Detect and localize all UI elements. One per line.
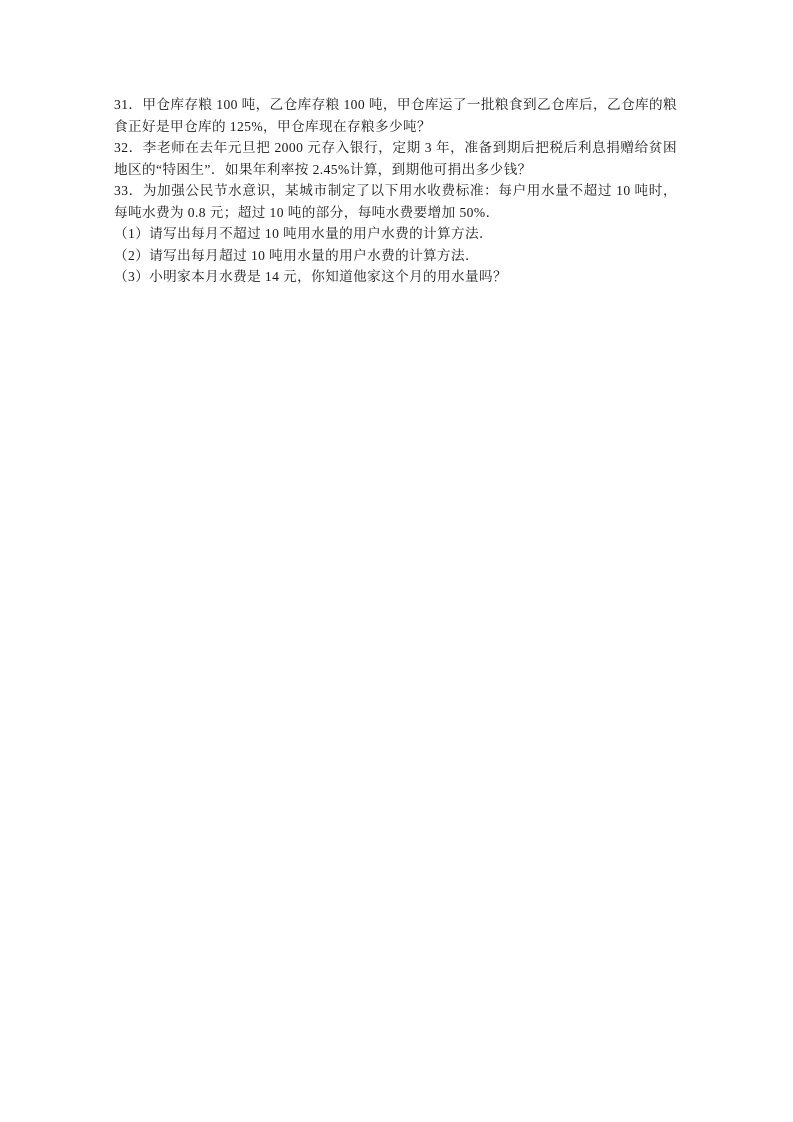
text-line: （3）小明家本月水费是 14 元，你知道他家这个月的用水量吗？ xyxy=(114,269,508,284)
text-line: 地区的“特困生”．如果年利率按 2.45%计算，到期他可捐出多少钱？ xyxy=(114,161,532,177)
worksheet-text-block xyxy=(114,94,677,288)
text-line: 32．李老师在去年元旦把 2000 元存入银行，定期 3 年，准备到期后把税后利息捐赠给贫困 xyxy=(114,140,677,155)
text-line: 33．为加强公民节水意识，某城市制定了以下用水收费标准：每户用水量不超过 10 吨时， xyxy=(114,183,677,198)
text-line: （1）请写出每月不超过 10 吨用水量的用户水费的计算方法． xyxy=(114,226,494,241)
text-line: 食正好是甲仓库的 125%，甲仓库现在存粮多少吨？ xyxy=(114,118,431,134)
text-line: （2）请写出每月超过 10 吨用水量的用户水费的计算方法． xyxy=(114,247,480,263)
text-line: 31．甲仓库存粮 100 吨，乙仓库存粮 100 吨，甲仓库运了一批粮食到乙仓库后，乙仓库的粮 xyxy=(114,97,677,112)
text-line: 每吨水费为 0.8 元；超过 10 吨的部分，每吨水费要增加 50%． xyxy=(114,204,500,220)
